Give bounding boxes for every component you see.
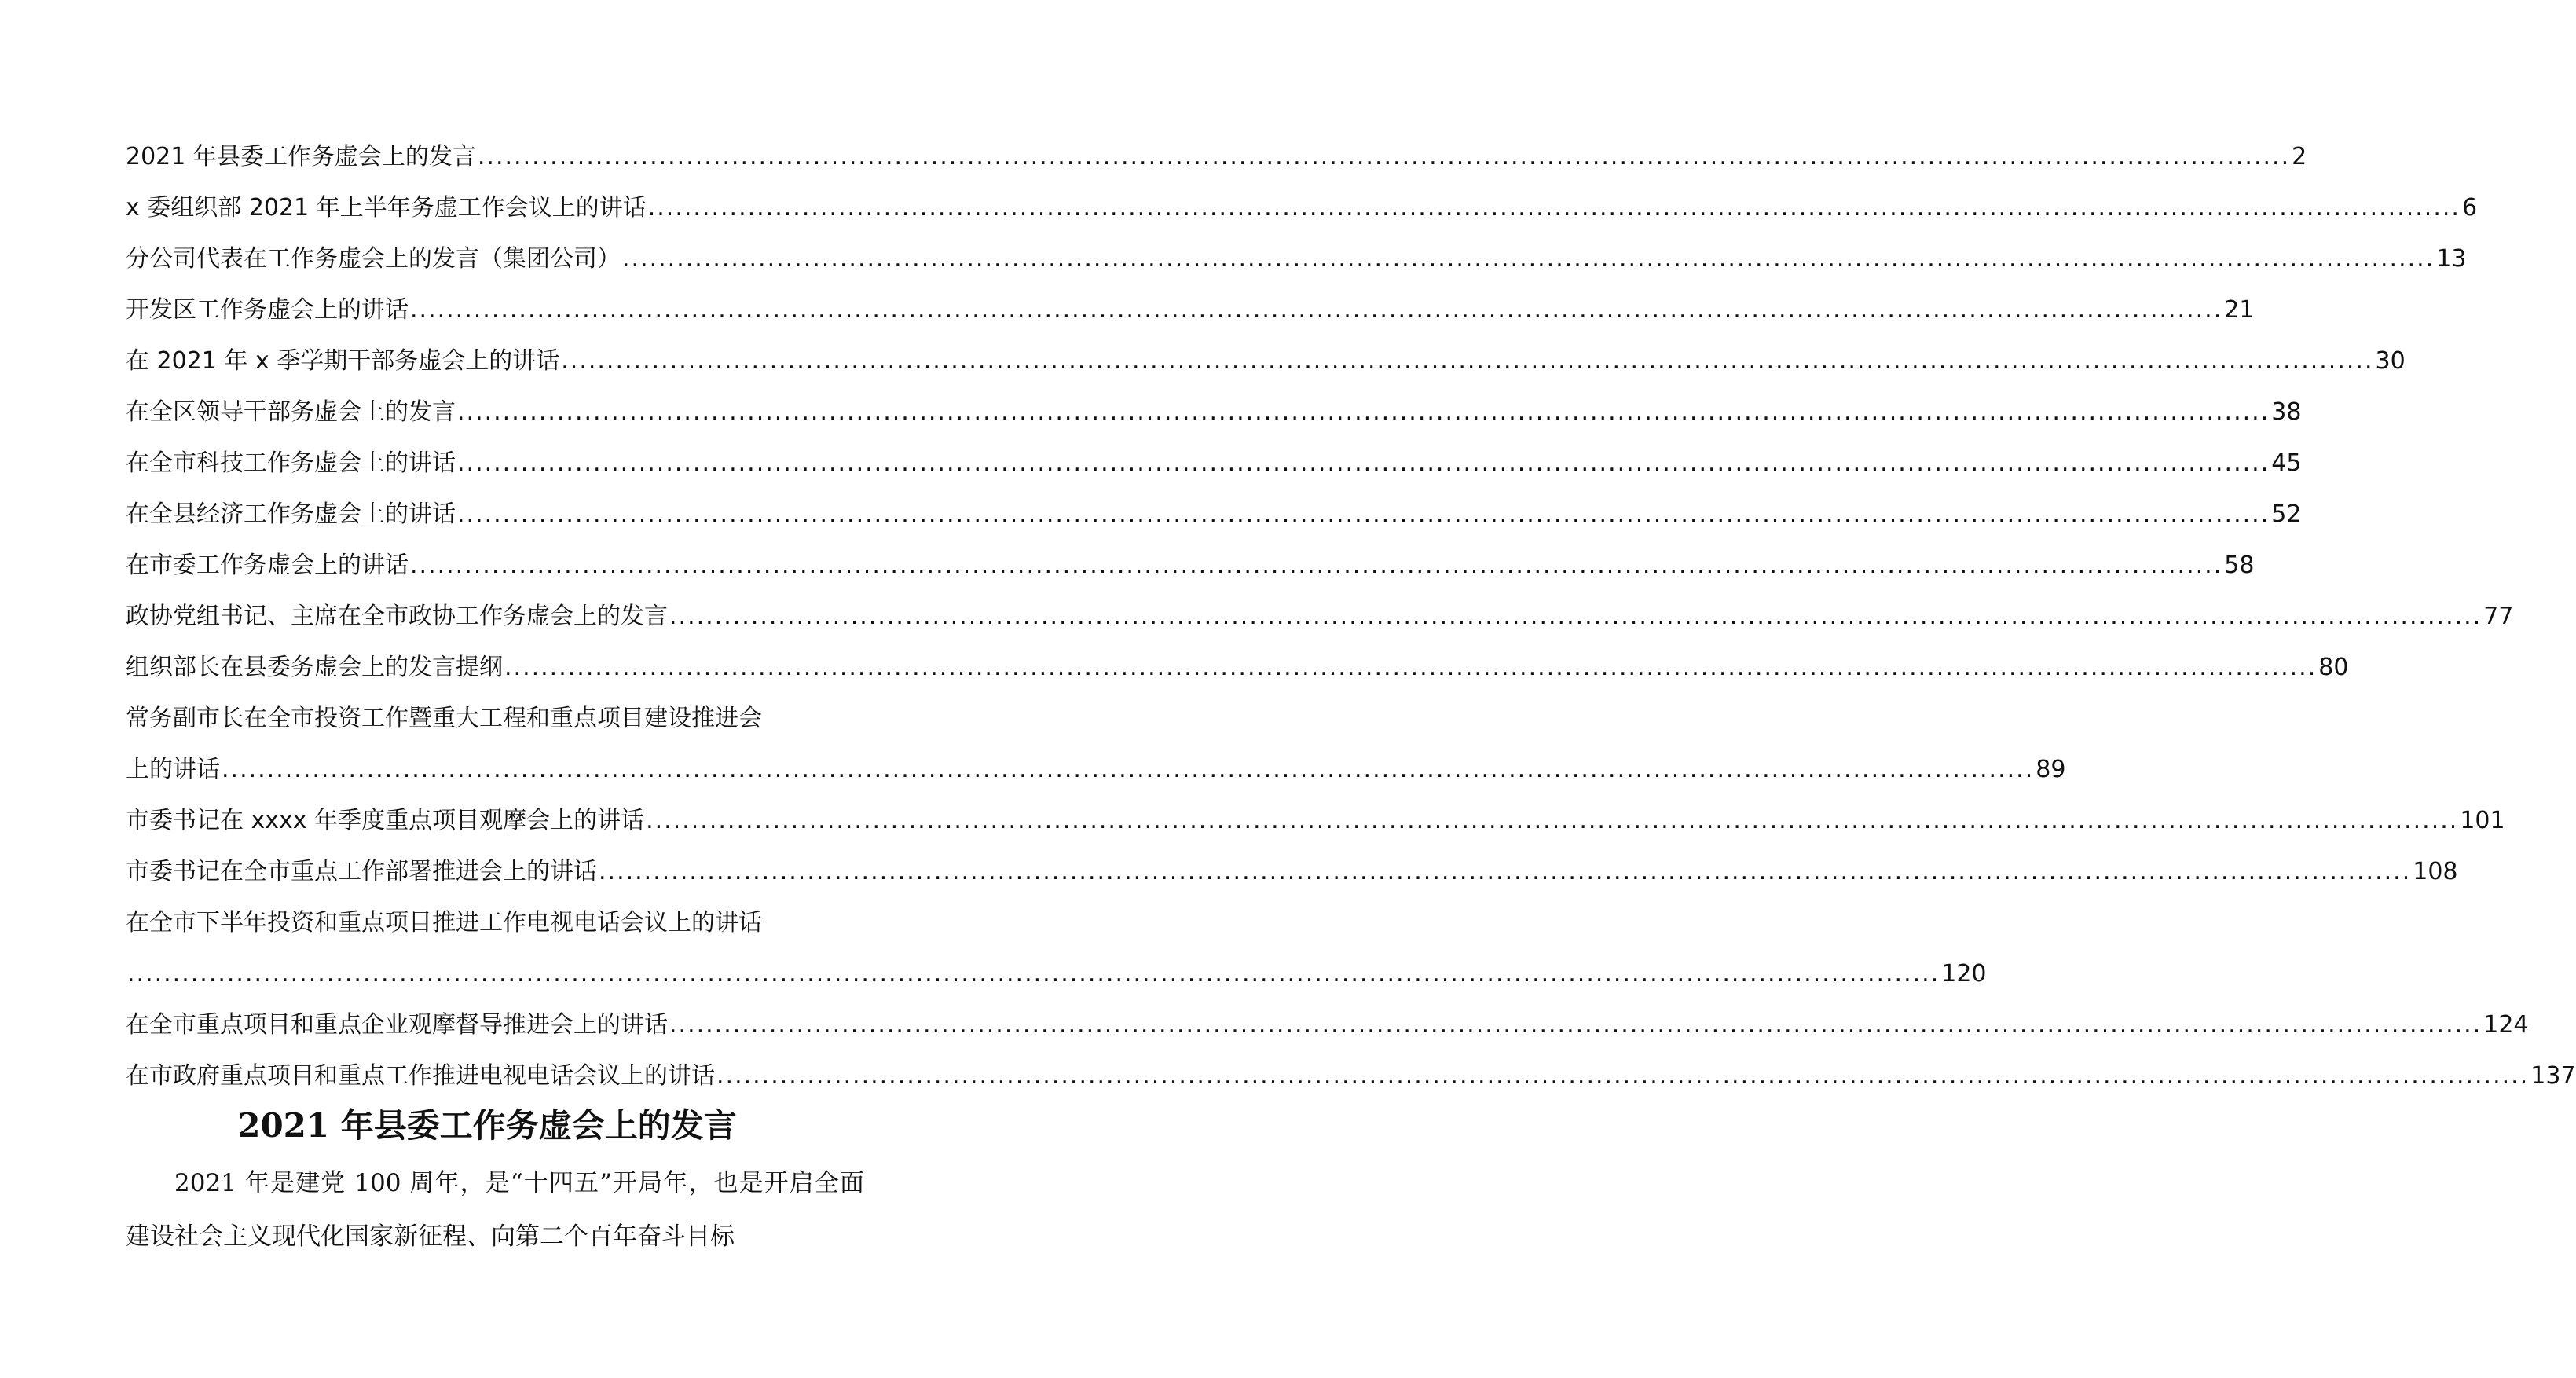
toc-leader-dots: ........................................................................................................................................................................................................ [599, 858, 2412, 885]
toc-entry[interactable] [126, 795, 2505, 846]
toc-page-number: 30 [2375, 347, 2406, 375]
toc-entry-title: 上的讲话 [126, 756, 220, 783]
toc-leader-dots: ........................................................................................................................................................................................................ [622, 245, 2435, 273]
toc-leader-dots: ........................................................................................................................................................................................................ [457, 398, 2270, 426]
toc-entry[interactable] [126, 999, 2529, 1050]
toc-page-number: 80 [2318, 654, 2349, 681]
toc-entry-title: 在市委工作务虚会上的讲话 [126, 552, 409, 579]
toc-entry-title: 在全县经济工作务虚会上的讲话 [126, 500, 456, 528]
toc-page-number: 6 [2461, 194, 2478, 222]
toc-page-number: 101 [2460, 807, 2505, 834]
toc-page-number: 58 [2224, 552, 2255, 579]
toc-page-number: 77 [2483, 603, 2514, 630]
toc-page-number: 124 [2483, 1011, 2529, 1039]
toc-entry-title: 组织部长在县委务虚会上的发言提纲 [126, 654, 503, 681]
toc-entry[interactable] [126, 182, 2478, 233]
toc-entry-title: 常务副市长在全市投资工作暨重大工程和重点项目建设推进会 [126, 705, 762, 732]
toc-entry[interactable] [126, 489, 2302, 540]
toc-leader-dots: ........................................................................................................................................................................................................ [669, 603, 2483, 630]
toc-entry[interactable] [126, 540, 2255, 591]
toc-leader-dots: ........................................................................................................................................................................................................ [646, 807, 2459, 834]
toc-page-number: 52 [2271, 500, 2302, 528]
toc-leader-dots: ........................................................................................................................................................................................................ [477, 143, 2291, 170]
toc-page-number: 45 [2271, 449, 2302, 477]
toc-page-number: 13 [2436, 245, 2467, 273]
toc-leader-dots: ........................................................................................................................................................................................................ [716, 1062, 2530, 1090]
toc-leader-dots: ........................................................................................................................................................................................................ [504, 654, 2318, 681]
toc-entry-title: 在市政府重点项目和重点工作推进电视电话会议上的讲话 [126, 1062, 715, 1090]
toc-page-number: 108 [2413, 858, 2458, 885]
article-paragraph: 2021 年是建党 100 周年，是“十四五”开局年，也是开启全面建设社会主义现代化国家新征程、向第二个百年奋斗目标 [126, 1169, 864, 1251]
toc-entry[interactable] [126, 744, 2066, 795]
toc-leader-dots: ........................................................................................................................................................................................................ [410, 552, 2223, 579]
toc-entry-title: 在全市重点项目和重点企业观摩督导推进会上的讲话 [126, 1011, 668, 1039]
toc-entry[interactable] [126, 1050, 2576, 1101]
toc-entry[interactable] [126, 948, 1987, 999]
toc-entry[interactable] [126, 642, 2349, 693]
toc-entry-title-line[interactable] [126, 897, 801, 948]
toc-page-number: 120 [1941, 960, 1987, 988]
toc-entry-title: 在 2021 年 x 季学期干部务虚会上的讲话 [126, 347, 560, 375]
toc-entry-title: x 委组织部 2021 年上半年务虚工作会议上的讲话 [126, 194, 647, 222]
toc-leader-dots: ........................................................................................................................................................................................................ [647, 194, 2461, 222]
toc-leader-dots: ........................................................................................................................................................................................................ [561, 347, 2374, 375]
toc-entry-title: 市委书记在全市重点工作部署推进会上的讲话 [126, 858, 597, 885]
toc-page-number: 38 [2271, 398, 2302, 426]
toc-leader-dots: ........................................................................................................................................................................................................ [410, 296, 2223, 324]
toc-page-number: 89 [2036, 756, 2066, 783]
toc-entry[interactable] [126, 387, 2302, 438]
toc-entry-title: 2021 年县委工作务虚会上的发言 [126, 143, 476, 170]
toc-entry[interactable] [126, 335, 2406, 387]
toc-page-number: 137 [2530, 1062, 2576, 1090]
toc-entry-title: 市委书记在 xxxx 年季度重点项目观摩会上的讲话 [126, 807, 645, 834]
toc-entry-title: 在全市科技工作务虚会上的讲话 [126, 449, 456, 477]
toc-leader-dots: ........................................................................................................................................................................................................ [127, 960, 1940, 988]
toc-entry[interactable] [126, 591, 2514, 642]
toc-page-number: 2 [2292, 143, 2307, 170]
toc-entry-title: 在全区领导干部务虚会上的发言 [126, 398, 456, 426]
toc-entry-title-line[interactable] [126, 693, 801, 744]
toc-page-number: 21 [2224, 296, 2255, 324]
toc-entry[interactable] [126, 131, 2307, 182]
toc-entry[interactable] [126, 846, 2458, 897]
toc-entry-title: 分公司代表在工作务虚会上的发言（集团公司） [126, 245, 621, 273]
toc-entry[interactable] [126, 233, 2467, 284]
toc-entry-title: 在全市下半年投资和重点项目推进工作电视电话会议上的讲话 [126, 909, 762, 936]
table-of-contents [126, 131, 2576, 1101]
toc-leader-dots: ........................................................................................................................................................................................................ [669, 1011, 2483, 1039]
toc-entry-title: 开发区工作务虚会上的讲话 [126, 296, 409, 324]
toc-leader-dots: ........................................................................................................................................................................................................ [457, 449, 2270, 477]
toc-entry-title: 政协党组书记、主席在全市政协工作务虚会上的发言 [126, 603, 668, 630]
toc-leader-dots: ........................................................................................................................................................................................................ [457, 500, 2270, 528]
toc-leader-dots: ........................................................................................................................................................................................................ [222, 756, 2035, 783]
article-heading: 2021 年县委工作务虚会上的发言 [237, 1106, 737, 1145]
toc-entry[interactable] [126, 284, 2255, 335]
toc-entry[interactable] [126, 438, 2302, 489]
